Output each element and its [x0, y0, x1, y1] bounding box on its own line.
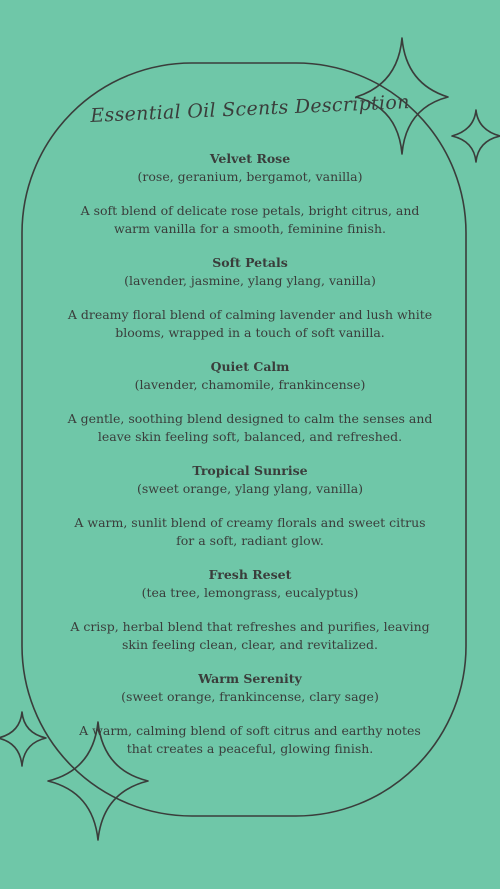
scent-name: Warm Serenity: [198, 671, 302, 686]
scent-description: A dreamy floral blend of calming lavender and lush white blooms, wrapped in a touch of soft vanilla.: [67, 307, 433, 340]
scent-ingredients: (sweet orange, ylang ylang, vanilla): [136, 481, 364, 496]
scent-name: Soft Petals: [212, 255, 288, 270]
scent-item: [0, 358, 500, 446]
scent-item: [0, 254, 500, 342]
scent-description: A soft blend of delicate rose petals, bright citrus, and warm vanilla for a smooth, feminine finish.: [80, 203, 420, 236]
scent-name: Velvet Rose: [209, 151, 291, 166]
scent-description: A warm, calming blend of soft citrus and earthy notes that creates a peaceful, glowing finish.: [79, 723, 421, 756]
scent-ingredients: (tea tree, lemongrass, eucalyptus): [141, 585, 359, 600]
scent-name: Tropical Sunrise: [192, 463, 308, 478]
scent-ingredients: (rose, geranium, bergamot, vanilla): [137, 169, 363, 184]
scent-list: [0, 150, 500, 758]
scent-ingredients: (lavender, jasmine, ylang ylang, vanilla): [124, 273, 376, 288]
scent-ingredients: (sweet orange, frankincense, clary sage): [121, 689, 379, 704]
scent-item: [0, 670, 500, 758]
scent-ingredients: (lavender, chamomile, frankincense): [134, 377, 366, 392]
scent-item: [0, 462, 500, 550]
scent-item: [0, 566, 500, 654]
scent-name: Fresh Reset: [208, 567, 292, 582]
scent-item: [0, 150, 500, 238]
scent-description: A warm, sunlit blend of creamy florals and sweet citrus for a soft, radiant glow.: [74, 515, 426, 548]
scent-name: Quiet Calm: [210, 359, 290, 374]
scent-description: A gentle, soothing blend designed to calm the senses and leave skin feeling soft, balanced, and refreshed.: [67, 411, 433, 444]
scent-description: A crisp, herbal blend that refreshes and purifies, leaving skin feeling clean, clear, and revitalized.: [70, 619, 430, 652]
page-title: Essential Oil Scents Description: [89, 91, 411, 127]
